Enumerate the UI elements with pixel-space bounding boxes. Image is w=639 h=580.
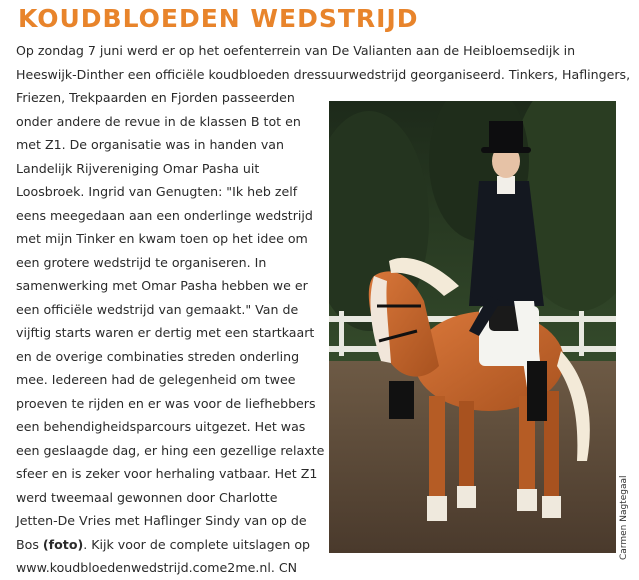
- body-line: met mijn Tinker en kwam toen op het idee om: [16, 231, 308, 246]
- body-line: mee. Iedereen had de gelegenheid om twee: [16, 372, 296, 387]
- body-line: een grotere wedstrijd te organiseren. In: [16, 255, 267, 270]
- body-line: werd tweemaal gewonnen door Charlotte: [16, 490, 278, 505]
- photo-reference: (foto): [42, 537, 84, 552]
- body-line: Loosbroek. Ingrid van Genugten: "Ik heb zelf: [16, 184, 298, 199]
- body-line: een officiële wedstrijd van gemaakt." Van de: [16, 302, 299, 317]
- body-line: sfeer en is zeker voor herhaling vatbaar. Het Z1: [16, 466, 318, 481]
- photo-credit: Carmen Nagtegaal: [619, 475, 629, 560]
- body-line: samenwerking met Omar Pasha hebben we er: [16, 278, 308, 293]
- body-line: Jetten-De Vries met Haflinger Sindy van op de: [16, 513, 307, 528]
- body-line: eens meegedaan aan een onderlinge wedstrijd: [16, 208, 313, 223]
- body-line: Op zondag 7 juni werd er op het oefenterrein van De Valianten aan de Heibloemsedijk in: [16, 43, 576, 58]
- dressage-photo: [329, 101, 616, 553]
- body-line: een geslaagde dag, er hing een gezellige relaxte: [16, 443, 325, 458]
- article-title: KOUDBLOEDEN WEDSTRIJD: [18, 4, 419, 33]
- body-line: Friezen, Trekpaarden en Fjorden passeerden: [16, 90, 295, 105]
- results-link[interactable]: www.koudbloedenwedstrijd.come2me.nl. CN: [16, 560, 298, 575]
- body-text: . Kijk voor de complete uitslagen op: [83, 537, 311, 552]
- body-line: Landelijk Rijvereniging Omar Pasha uit: [16, 161, 260, 176]
- body-line: vijftig starts waren er dertig met een startkaart: [16, 325, 315, 340]
- body-line: onder andere de revue in de klassen B tot en: [16, 114, 301, 129]
- body-line: proeven te rijden en er was voor de liefhebbers: [16, 396, 316, 411]
- body-line: [16, 533, 310, 557]
- body-line: en de overige combinaties streden onderling: [16, 349, 300, 364]
- body-text: Bos: [16, 537, 43, 552]
- body-line: Heeswijk-Dinther een officiële koudbloeden dressuurwedstrijd georganiseerd. Tinkers, Haflingers,: [16, 67, 631, 82]
- body-line: met Z1. De organisatie was in handen van: [16, 137, 284, 152]
- body-line: een behendigheidsparcours uitgezet. Het was: [16, 419, 306, 434]
